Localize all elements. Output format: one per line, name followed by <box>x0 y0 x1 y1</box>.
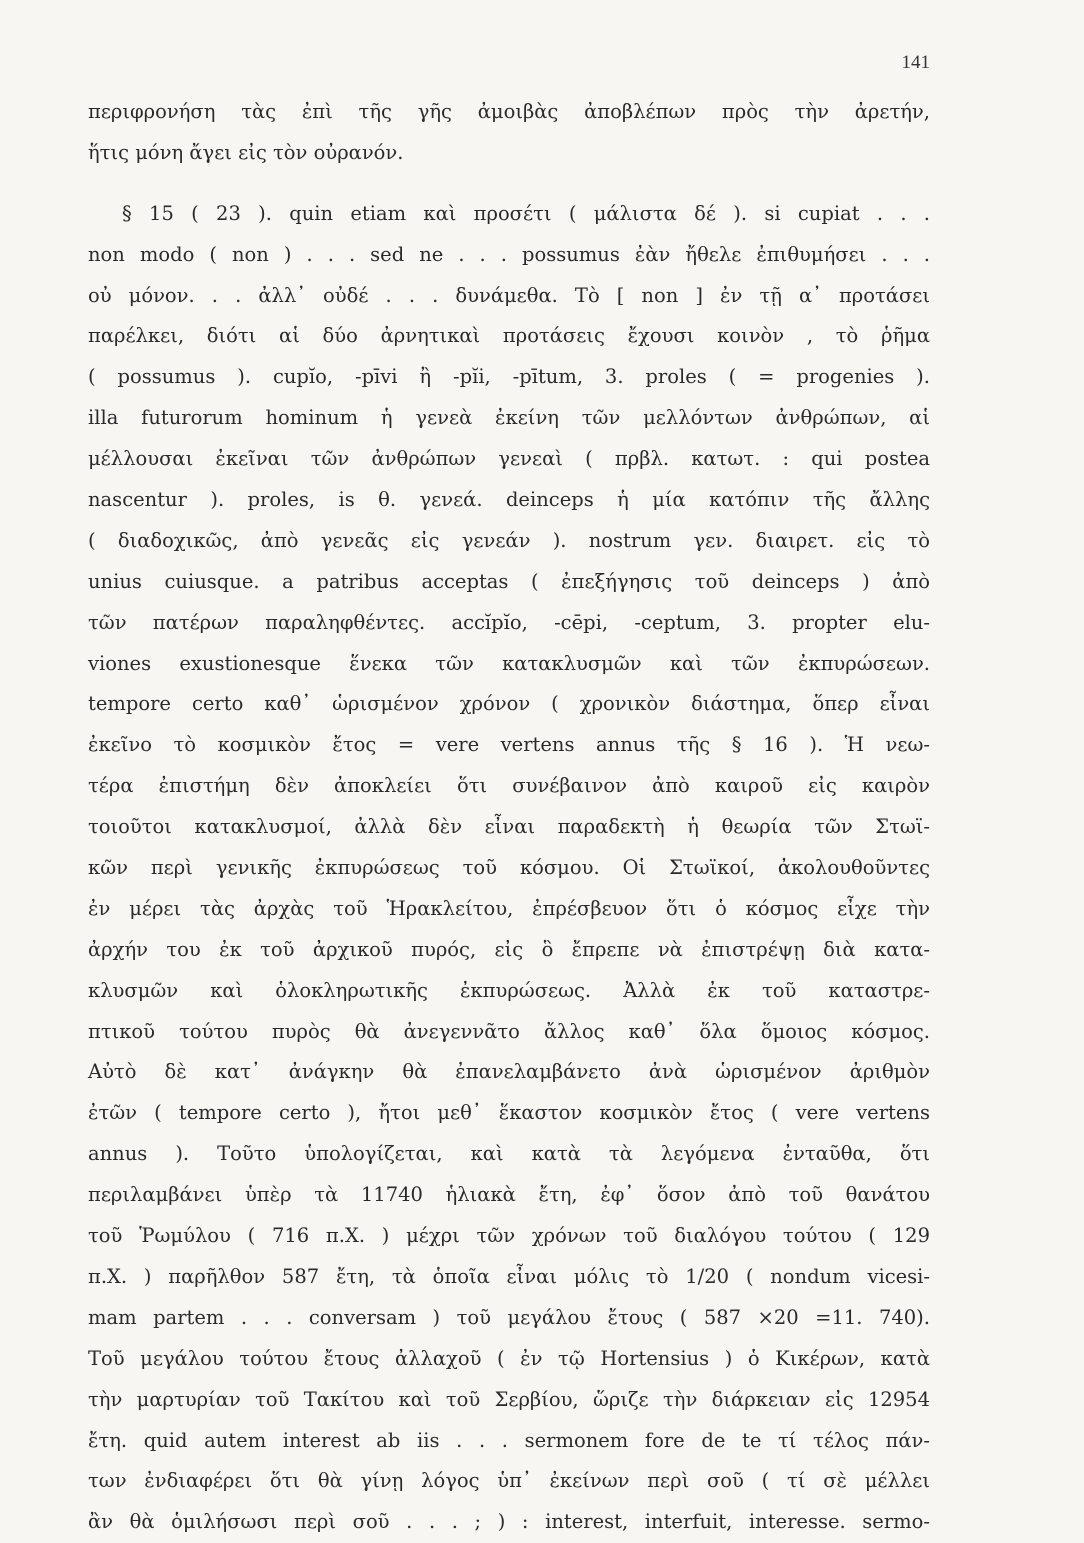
text-line: παρέλκει, διότι αἱ δύο ἀρνητικαὶ προτάσεις ἔχουσι κοινὸν , τὸ ῥῆμα <box>88 324 930 348</box>
text-line: περιλαμβάνει ὑπὲρ τὰ 11740 ἡλιακὰ ἔτη, ἐφ᾽ ὅσον ἀπὸ τοῦ θανάτου <box>88 1183 930 1207</box>
text-line: τοιοῦτοι κατακλυσμοί, ἀλλὰ δὲν εἶναι παραδεκτὴ ἡ θεωρία τῶν Στωϊ- <box>88 815 930 839</box>
text-line: πτικοῦ τούτου πυρὸς θὰ ἀνεγεννᾶτο ἄλλος καθ᾽ ὅλα ὅμοιος κόσμος. <box>88 1019 930 1043</box>
text-line: περιφρονήση τὰς ἐπὶ τῆς γῆς ἀμοιβὰς ἀποβλέπων πρὸς τὴν ἀρετήν, <box>88 100 930 123</box>
text-line: ἀρχήν του ἐκ τοῦ ἀρχικοῦ πυρός, εἰς ὃ ἔπρεπε νὰ ἐπιστρέψῃ διὰ κατα- <box>88 937 930 961</box>
text-line: ἂν θὰ ὁμιλήσωσι περὶ σοῦ . . . ; ) : interest, interfuit, interesse. sermo- <box>88 1510 930 1534</box>
text-line: ( διαδοχικῶς, ἀπὸ γενεᾶς εἰς γενεάν ). nostrum γεν. διαιρετ. εἰς τὸ <box>88 528 930 552</box>
text-line: κῶν περὶ γενικῆς ἐκπυρώσεως τοῦ κόσμου. Οἱ Στωϊκοί, ἀκολουθοῦντες <box>88 856 930 880</box>
text-line: mam partem . . . conversam ) τοῦ μεγάλου ἔτους ( 587 ×20 =11. 740). <box>88 1305 930 1329</box>
text-line: tempore certo καθ᾽ ὡρισμένον χρόνον ( χρονικὸν διάστημα, ὅπερ εἶναι <box>88 692 930 716</box>
text-line: των ἐνδιαφέρει ὅτι θὰ γίνῃ λόγος ὑπ᾽ ἐκείνων περὶ σοῦ ( τί σὲ μέλλει <box>88 1469 930 1493</box>
text-line: unius cuiusque. a patribus acceptas ( ἐπεξήγησις τοῦ deinceps ) ἀπὸ <box>88 569 930 593</box>
text-line: ἐτῶν ( tempore certo ), ἤτοι μεθ᾽ ἕκαστον κοσμικὸν ἔτος ( vere vertens <box>88 1101 930 1125</box>
text-line: Αὐτὸ δὲ κατ᾽ ἀνάγκην θὰ ἐπανελαμβάνετο ἀνὰ ὡρισμένον ἀριθμὸν <box>88 1060 930 1084</box>
page-number: 141 <box>901 52 930 73</box>
text-line: ἐν μέρει τὰς ἀρχὰς τοῦ Ἡρακλείτου, ἐπρέσβευον ὅτι ὁ κόσμος εἶχε τὴν <box>88 896 930 920</box>
text-line: οὐ μόνον. . . ἀλλ᾽ οὐδέ . . . δυνάμεθα. Τὸ [ non ] ἐν τῇ α᾽ προτάσει <box>88 283 930 307</box>
text-line: illa futurorum hominum ἡ γενεὰ ἐκείνη τῶν μελλόντων ἀνθρώπων, αἱ <box>88 406 930 430</box>
text-line: ἥτις μόνη ἄγει εἰς τὸν οὐρανόν. <box>88 140 404 164</box>
text-line: τέρα ἐπιστήμη δὲν ἀποκλείει ὅτι συνέβαινον ἀπὸ καιροῦ εἰς καιρὸν <box>88 774 930 798</box>
text-line: π.Χ. ) παρῆλθον 587 ἔτη, τὰ ὁποῖα εἶναι μόλις τὸ 1/20 ( nondum vicesi- <box>88 1264 930 1288</box>
text-line: τὴν μαρτυρίαν τοῦ Τακίτου καὶ τοῦ Σερβίου, ὥριζε τὴν διάρκειαν εἰς 12954 <box>88 1387 930 1411</box>
text-line: ἐκεῖνο τὸ κοσμικὸν ἔτος = vere vertens annus τῆς § 16 ). Ἡ νεω- <box>88 733 930 757</box>
text-line: κλυσμῶν καὶ ὁλοκληρωτικῆς ἐκπυρώσεως. Ἀλλὰ ἐκ τοῦ καταστρε- <box>88 978 930 1002</box>
text-line: annus ). Τοῦτο ὑπολογίζεται, καὶ κατὰ τὰ λεγόμενα ἐνταῦθα, ὅτι <box>88 1142 930 1166</box>
text-line: τῶν πατέρων παραληφθέντες. accĭpĭo, -cēpi, -ceptum, 3. propter elu- <box>88 610 930 634</box>
text-line: Τοῦ μεγάλου τούτου ἔτους ἀλλαχοῦ ( ἐν τῷ Hortensius ) ὁ Κικέρων, κατὰ <box>88 1346 930 1370</box>
text-line: τοῦ Ῥωμύλου ( 716 π.Χ. ) μέχρι τῶν χρόνων τοῦ διαλόγου τούτου ( 129 <box>88 1224 930 1248</box>
text-line: ἔτη. quid autem interest ab iis . . . sermonem fore de te τί τέλος πάν- <box>88 1428 930 1452</box>
text-line: non modo ( non ) . . . sed ne . . . possumus ἐὰν ἤθελε ἐπιθυμήσει . . . <box>88 242 930 266</box>
text-line: § 15 ( 23 ). quin etiam καὶ προσέτι ( μάλιστα δέ ). si cupiat . . . <box>122 201 930 225</box>
text-line: viones exustionesque ἕνεκα τῶν κατακλυσμῶν καὶ τῶν ἐκπυρώσεων. <box>88 651 930 675</box>
text-line: μέλλουσαι ἐκεῖναι τῶν ἀνθρώπων γενεαὶ ( πρβλ. κατωτ. : qui postea <box>88 447 930 471</box>
text-line: nascentur ). proles, is θ. γενεά. deinceps ἡ μία κατόπιν τῆς ἄλλης <box>88 488 930 512</box>
commentary-text <box>88 92 930 1543</box>
text-line: ( possumus ). cupĭo, -pīvi ἢ -pĭi, -pītum, 3. proles ( = progenies ). <box>88 365 930 389</box>
